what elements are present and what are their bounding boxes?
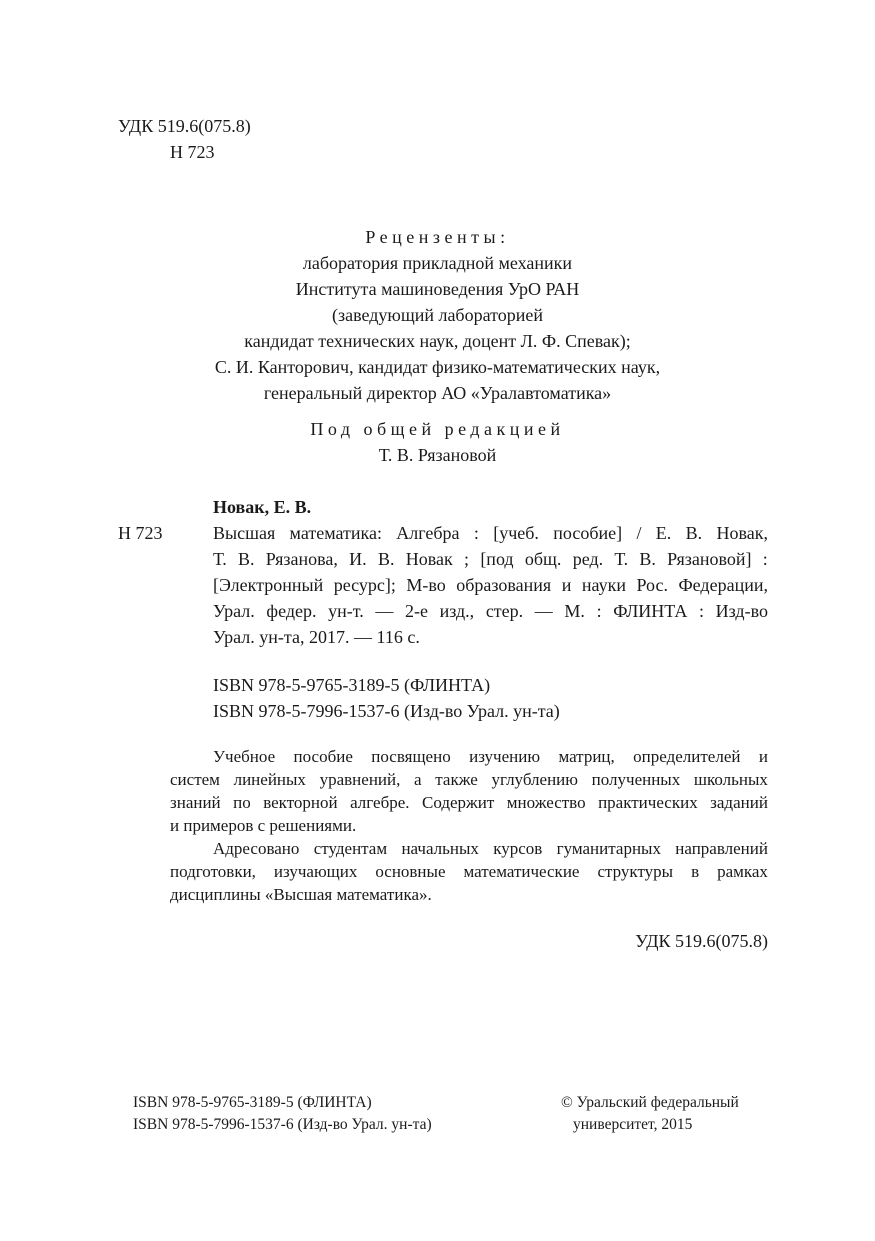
word: ресурс]; xyxy=(333,575,396,595)
editor-heading: Под общей редакцией xyxy=(310,419,565,439)
word: начальных xyxy=(401,839,479,858)
bibliographic-description xyxy=(213,520,768,650)
word: студентам xyxy=(313,839,388,858)
biblio-line xyxy=(213,598,768,624)
word: матриц, xyxy=(558,747,615,766)
word: ун-т. xyxy=(328,601,364,621)
word: Учебное xyxy=(213,747,276,766)
word: математические xyxy=(463,862,580,881)
word: алгебре. xyxy=(350,793,410,812)
word: образования xyxy=(456,575,552,595)
word: линейных xyxy=(233,770,306,789)
reviewer-line: лаборатория прикладной механики xyxy=(302,253,573,273)
word: : xyxy=(473,523,479,543)
word: ; xyxy=(464,549,470,569)
copyright-notice xyxy=(561,1092,739,1136)
word: ФЛИНТА xyxy=(613,601,688,621)
annotation-line: дисциплины «Высшая математика». xyxy=(170,885,432,904)
biblio-line: Урал. ун-та, 2017. — 116 с. xyxy=(213,627,420,647)
word: математика: xyxy=(289,523,382,543)
word: знаний xyxy=(170,793,221,812)
word: М-во xyxy=(406,575,446,595)
udk-footer-code: УДК 519.6(075.8) xyxy=(635,931,768,951)
copyright-line: университет, 2015 xyxy=(573,1116,693,1133)
annotation-line xyxy=(170,860,768,883)
word: также xyxy=(435,770,478,789)
biblio-line xyxy=(213,546,768,572)
word: практических xyxy=(598,793,698,812)
word: пособие] xyxy=(553,523,623,543)
word: В. xyxy=(237,549,255,569)
word: Рязанова, xyxy=(265,549,338,569)
word: векторной xyxy=(263,793,338,812)
word: гуманитарных xyxy=(556,839,661,858)
word: а xyxy=(414,770,422,789)
annotation-line xyxy=(170,837,768,860)
word: общ. xyxy=(524,549,562,569)
word: В. xyxy=(685,523,703,543)
word: Т. xyxy=(614,549,629,569)
word: основные xyxy=(375,862,446,881)
word: 2-е xyxy=(405,601,428,621)
reviewer-line: кандидат технических наук, доцент Л. Ф. Спевак); xyxy=(244,331,631,351)
word: : xyxy=(596,601,602,621)
biblio-line xyxy=(213,520,768,546)
word: углублению xyxy=(491,770,578,789)
footer-isbn xyxy=(133,1092,432,1136)
reviewers-heading: Рецензенты: xyxy=(365,227,510,247)
word: / xyxy=(636,523,642,543)
word: изучению xyxy=(469,747,541,766)
word: изучающих xyxy=(273,862,358,881)
word: науки xyxy=(581,575,626,595)
word: Т. xyxy=(213,549,227,569)
word: Содержит xyxy=(421,793,495,812)
annotation-line xyxy=(170,791,768,814)
word: Рос. xyxy=(636,575,668,595)
word: Изд-во xyxy=(715,601,768,621)
udk-header xyxy=(118,113,251,165)
word: и xyxy=(561,575,572,595)
reviewer-line: С. И. Канторович, кандидат физико-математических наук, xyxy=(214,357,661,377)
author-mark: Н 723 xyxy=(170,142,215,162)
word: — xyxy=(375,601,394,621)
reviewer-line: Института машиноведения УрО РАН xyxy=(295,279,580,299)
isbn-item: ISBN 978-5-7996-1537-6 (Изд-во Урал. ун-та) xyxy=(133,1116,432,1133)
word: изд., xyxy=(439,601,475,621)
catalog-author: Новак, Е. В. xyxy=(213,497,312,517)
word: множество xyxy=(506,793,586,812)
word: [учеб. xyxy=(493,523,539,543)
word: М. xyxy=(564,601,585,621)
word: уравнений, xyxy=(319,770,401,789)
word: Высшая xyxy=(213,523,276,543)
word: : xyxy=(699,601,705,621)
word: определителей xyxy=(633,747,741,766)
udk-code: УДК 519.6(075.8) xyxy=(118,116,251,136)
annotation xyxy=(170,745,768,906)
word: и xyxy=(758,747,768,766)
editor-name: Т. В. Рязановой xyxy=(378,445,497,465)
word: пособие xyxy=(293,747,353,766)
word: по xyxy=(233,793,251,812)
word: курсов xyxy=(493,839,543,858)
catalog-code: Н 723 xyxy=(118,523,163,543)
word: подготовки, xyxy=(170,862,256,881)
isbn-item: ISBN 978-5-7996-1537-6 (Изд-во Урал. ун-та) xyxy=(213,701,560,721)
word: заданий xyxy=(710,793,768,812)
isbn-item: ISBN 978-5-9765-3189-5 (ФЛИНТА) xyxy=(213,675,491,695)
editor-block xyxy=(0,416,875,468)
isbn-item: ISBN 978-5-9765-3189-5 (ФЛИНТА) xyxy=(133,1094,372,1111)
word: Федерации, xyxy=(678,575,768,595)
word: — xyxy=(534,601,553,621)
word: Е. xyxy=(655,523,672,543)
word: Новак, xyxy=(716,523,768,543)
word: [Электронный xyxy=(213,575,324,595)
biblio-line xyxy=(213,572,768,598)
word: систем xyxy=(170,770,220,789)
word: полученных xyxy=(591,770,681,789)
word: посвящено xyxy=(371,747,451,766)
word: направлений xyxy=(675,839,768,858)
annotation-line xyxy=(170,745,768,768)
word: Алгебра xyxy=(396,523,460,543)
word: В. xyxy=(639,549,656,569)
reviewer-line: (заведующий лабораторией xyxy=(331,305,543,325)
word: стер. xyxy=(485,601,524,621)
word: И. xyxy=(349,549,367,569)
annotation-line: и примеров с решениями. xyxy=(170,816,357,835)
annotation-line xyxy=(170,768,768,791)
word: школьных xyxy=(693,770,768,789)
word: [под xyxy=(480,549,514,569)
word: в xyxy=(691,862,700,881)
reviewers-block xyxy=(0,224,875,406)
word: В. xyxy=(377,549,395,569)
word: Рязановой] xyxy=(667,549,752,569)
word: федер. xyxy=(266,601,317,621)
word: структуры xyxy=(597,862,674,881)
reviewer-line: генеральный директор АО «Уралавтоматика» xyxy=(263,383,612,403)
word: ред. xyxy=(572,549,604,569)
word: : xyxy=(762,549,768,569)
isbn-list xyxy=(213,672,560,724)
word: Урал. xyxy=(213,601,255,621)
word: рамках xyxy=(717,862,768,881)
word: Адресовано xyxy=(213,839,300,858)
word: Новак xyxy=(405,549,453,569)
copyright-line: © Уральский федеральный xyxy=(561,1094,739,1111)
